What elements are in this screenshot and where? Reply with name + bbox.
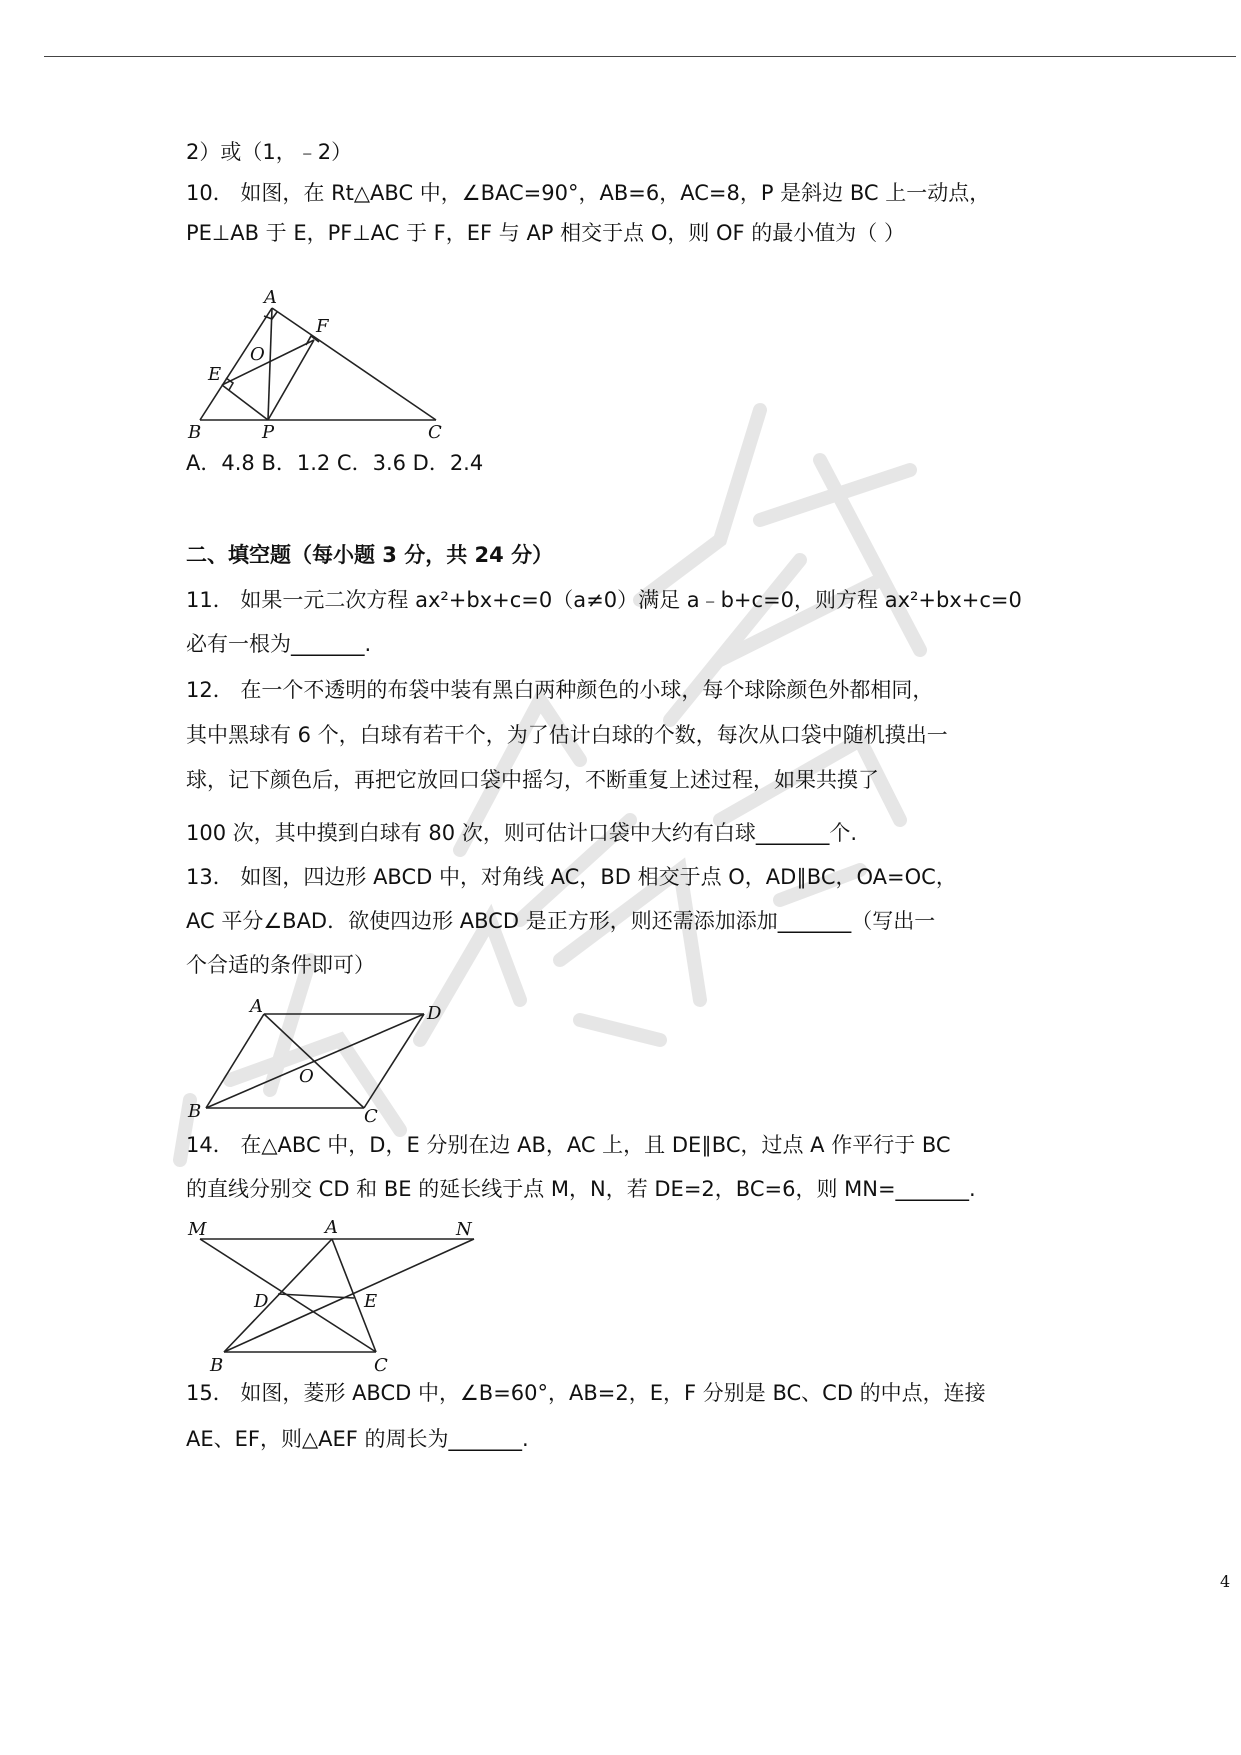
label-d: D (254, 1291, 269, 1312)
label-c: C (364, 1106, 378, 1127)
page-number: 4 (1220, 1572, 1231, 1591)
label-n: N (456, 1219, 472, 1240)
figure-q13 (184, 998, 454, 1128)
label-b: B (188, 1101, 202, 1122)
question-13-line-3: 个合适的条件即可） (186, 953, 375, 977)
label-o: O (250, 344, 265, 365)
label-e: E (364, 1291, 378, 1312)
label-p: P (262, 422, 275, 443)
question-10-line-1: 10． 如图，在 Rt△ABC 中，∠BAC=90°，AB=6，AC=8，P 是斜边 BC 上一动点， (186, 181, 991, 205)
label-c: C (428, 422, 442, 443)
question-14-line-1: 14． 在△ABC 中，D，E 分别在边 AB，AC 上，且 DE∥BC，过点 A 作平行于 BC (186, 1133, 951, 1157)
label-b: B (188, 422, 202, 443)
question-12-line-2: 其中黑球有 6 个，白球有若干个，为了估计白球的个数，每次从口袋中随机摸出一 (186, 723, 948, 747)
question-15-line-1: 15． 如图，菱形 ABCD 中，∠B=60°，AB=2，E，F 分别是 BC、CD 的中点，连接 (186, 1381, 986, 1405)
question-11-line-2: 必有一根为_______. (186, 632, 372, 656)
label-e: E (208, 364, 222, 385)
label-o: O (299, 1066, 314, 1087)
label-f: F (316, 316, 329, 337)
question-15-line-2: AE、EF，则△AEF 的周长为_______. (186, 1427, 529, 1451)
label-d: D (427, 1003, 442, 1024)
label-b: B (210, 1355, 224, 1375)
header-rule (44, 56, 1236, 57)
section-heading: 二、填空题（每小题 3 分，共 24 分） (186, 543, 554, 567)
question-11-line-1: 11． 如果一元二次方程 ax²+bx+c=0（a≠0）满足 a﹣b+c=0，则方程 ax²+bx+c=0 (186, 588, 1022, 612)
question-10-options: A．4.8 B．1.2 C．3.6 D．2.4 (186, 451, 484, 475)
label-a: A (264, 288, 277, 308)
question-10-line-2: PE⊥AB 于 E，PF⊥AC 于 F，EF 与 AP 相交于点 O，则 OF 的最小值为（ ） (186, 221, 905, 245)
question-14-line-2: 的直线分别交 CD 和 BE 的延长线于点 M，N，若 DE=2，BC=6，则 MN=_______. (186, 1177, 976, 1201)
question-12-line-1: 12． 在一个不透明的布袋中装有黑白两种颜色的小球，每个球除颜色外都相同， (186, 678, 934, 702)
question-12-line-3: 球，记下颜色后，再把它放回口袋中摇匀，不断重复上述过程，如果共摸了 (186, 768, 879, 792)
label-m: M (188, 1219, 207, 1240)
question-12-line-4: 100 次，其中摸到白球有 80 次，则可估计口袋中大约有白球_______个. (186, 821, 858, 845)
label-a: A (250, 998, 263, 1017)
text-line: 2）或（1，﹣2） (186, 140, 353, 164)
label-a: A (325, 1217, 338, 1238)
question-13-line-1: 13． 如图，四边形 ABCD 中，对角线 AC，BD 相交于点 O，AD∥BC，OA=OC， (186, 865, 957, 889)
question-13-line-2: AC 平分∠BAD．欲使四边形 ABCD 是正方形，则还需添加添加_______（写出一 (186, 909, 936, 933)
figure-q10 (184, 288, 454, 448)
figure-q14 (184, 1215, 484, 1375)
label-c: C (374, 1355, 388, 1375)
